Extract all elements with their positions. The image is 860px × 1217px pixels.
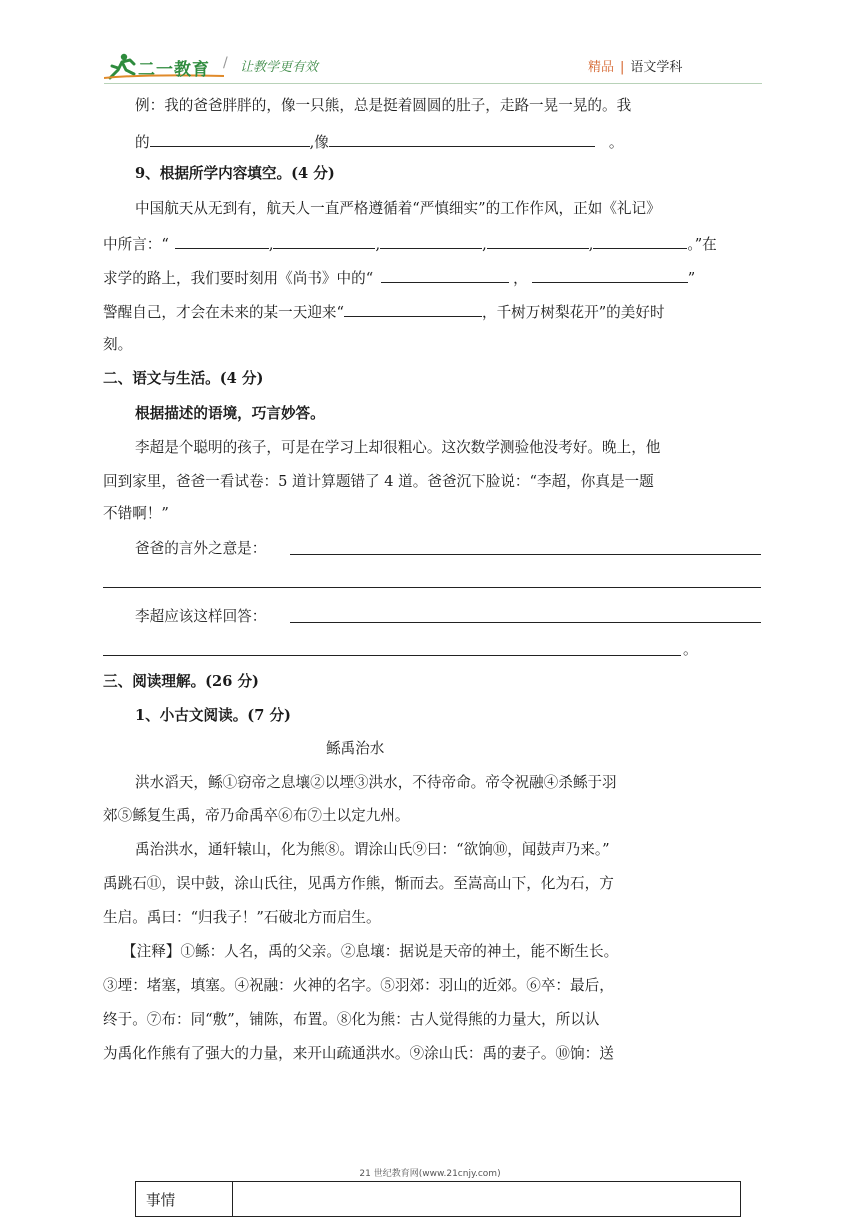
header-separator: | bbox=[620, 60, 625, 75]
answer-end-mark: 。 bbox=[683, 641, 698, 658]
notes-line-1: 【注释】①鲧：人名，禹的父亲。②息壤：据说是天帝的神土，能不断生长。 bbox=[122, 943, 619, 960]
q9-blank-5[interactable] bbox=[593, 233, 687, 249]
header-right bbox=[588, 56, 682, 75]
q9-blank-1[interactable] bbox=[175, 233, 269, 249]
passage-p2-line-3: 生启。禹曰：“归我子！”石破北方而启生。 bbox=[103, 909, 381, 926]
story-line-2: 回到家里，爸爸一看试卷：5 道计算题错了 4 道。爸爸沉下脸说：“李超，你真是一题 bbox=[103, 473, 654, 490]
q9-blank-2[interactable] bbox=[273, 233, 375, 249]
example-text-de: 的 bbox=[135, 134, 150, 151]
table-cell-answer[interactable] bbox=[233, 1182, 741, 1217]
answer-line-2[interactable] bbox=[103, 587, 761, 588]
q9-line-3 bbox=[103, 267, 695, 289]
example-blank-2[interactable] bbox=[329, 131, 595, 147]
passage-p2-line-1: 禹治洪水，通轩辕山，化为熊⑧。谓涂山氏⑨曰：“欲饷⑩，闻鼓声乃来。” bbox=[135, 841, 610, 858]
header-slash: / bbox=[223, 55, 228, 71]
passage-p1-line-2: 郊⑤鲧复生禹，帝乃命禹卒⑥布⑦土以定九州。 bbox=[103, 807, 410, 824]
q9-blank-3[interactable] bbox=[380, 233, 482, 249]
q9-text: 中所言：“ bbox=[103, 236, 169, 253]
q9-blank-7[interactable] bbox=[532, 267, 688, 283]
section3-heading: 三、阅读理解。(26 分) bbox=[103, 673, 259, 690]
notes-line-2: ③堙：堵塞，填塞。④祝融：火神的名字。⑤羽郊：羽山的近郊。⑥卒：最后， bbox=[103, 977, 614, 994]
example-text-xiang: ,像 bbox=[309, 134, 329, 151]
section2-heading: 二、语文与生活。(4 分) bbox=[103, 370, 264, 387]
example-end-mark: 。 bbox=[608, 134, 624, 151]
header-divider bbox=[104, 83, 762, 84]
example-blank-1[interactable] bbox=[150, 131, 310, 147]
prompt-father-meaning: 爸爸的言外之意是： bbox=[135, 540, 267, 557]
q9-sep: ， bbox=[513, 270, 528, 287]
subject-label: 语文学科 bbox=[630, 60, 683, 75]
q9-sep: , bbox=[482, 236, 487, 253]
example-line-1: 例：我的爸爸胖胖的，像一只熊，总是挺着圆圆的肚子，走路一晃一晃的。我 bbox=[135, 97, 632, 114]
q9-line-2 bbox=[103, 233, 717, 255]
notes-line-3: 终于。⑦布：同“敷”，铺陈，布置。⑧化为熊：古人觉得熊的力量大，所以认 bbox=[103, 1011, 600, 1028]
q9-sep: , bbox=[588, 236, 594, 253]
brand-slogan: 让教学更有效 bbox=[240, 60, 319, 75]
answer-line-1[interactable] bbox=[290, 554, 761, 555]
story-line-1: 李超是个聪明的孩子，可是在学习上却很粗心。这次数学测验他没考好。晚上，他 bbox=[135, 439, 661, 456]
q9-text: ，千树万树梨花开”的美好时 bbox=[481, 304, 665, 321]
table-cell-label: 事情 bbox=[136, 1182, 233, 1217]
q9-sep: , bbox=[268, 236, 274, 253]
answer-line-4[interactable] bbox=[103, 655, 681, 656]
table-row bbox=[136, 1182, 741, 1217]
passage-p1-line-1: 洪水滔天，鲧①窃帝之息壤②以堙③洪水，不待帝命。帝令祝融④杀鲧于羽 bbox=[135, 774, 617, 791]
q9-sep: , bbox=[375, 236, 381, 253]
q9-text: 。”在 bbox=[687, 236, 717, 253]
q9-blank-8[interactable] bbox=[344, 301, 482, 317]
q9-blank-4[interactable] bbox=[487, 233, 589, 249]
prompt-lichao-reply: 李超应该这样回答： bbox=[135, 608, 267, 625]
q9-heading: 9、根据所学内容填空。(4 分) bbox=[135, 165, 335, 182]
notes-line-4: 为禹化作熊有了强大的力量，来开山疏通洪水。⑨涂山氏：禹的妻子。⑩饷：送 bbox=[103, 1045, 614, 1062]
q9-text: ” bbox=[687, 270, 696, 287]
answer-table bbox=[135, 1181, 741, 1217]
story-line-3: 不错啊！” bbox=[103, 505, 169, 522]
section2-instruction: 根据描述的语境，巧言妙答。 bbox=[135, 405, 325, 422]
q9-line-5: 刻。 bbox=[103, 336, 133, 353]
q9-text: 警醒自己，才会在未来的某一天迎来“ bbox=[103, 304, 344, 321]
brand-name: 二一教育 bbox=[138, 60, 210, 80]
q9-line-4 bbox=[103, 301, 665, 323]
passage-p2-line-2: 禹跳石⑪，误中鼓，涂山氏往，见禹方作熊，惭而去。至嵩高山下，化为石，方 bbox=[103, 875, 614, 892]
page-footer: 21 世纪教育网(www.21cnjy.com) bbox=[359, 1169, 501, 1179]
q9-line-1: 中国航天从无到有，航天人一直严格遵循着“严慎细实”的工作作风，正如《礼记》 bbox=[135, 200, 661, 217]
q9-blank-6[interactable] bbox=[381, 267, 509, 283]
passage-title: 鲧禹治水 bbox=[326, 740, 385, 757]
answer-line-3[interactable] bbox=[290, 622, 761, 623]
q9-text: 求学的路上，我们要时刻用《尚书》中的“ bbox=[103, 270, 374, 287]
example-line-2 bbox=[135, 131, 623, 153]
quality-label: 精品 bbox=[588, 60, 615, 75]
section3-sub1: 1、小古文阅读。(7 分) bbox=[135, 707, 291, 724]
